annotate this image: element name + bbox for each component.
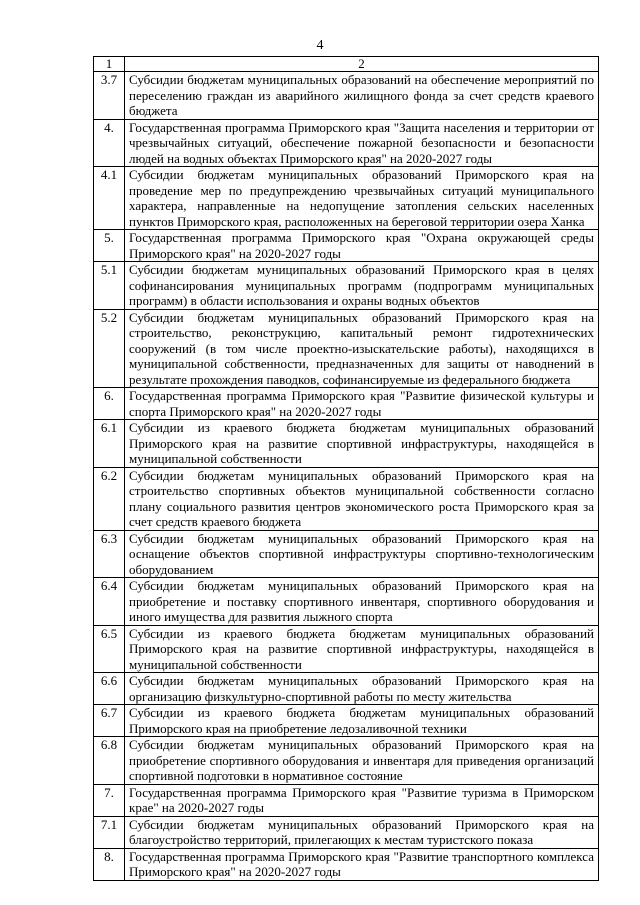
row-number: 6.8 (94, 737, 125, 785)
row-description: Субсидии бюджетам муниципальных образований на обеспечение мероприятий по переселению граждан из аварийного жилищного фонда за счет средств краевого бюджета (125, 72, 599, 120)
table-row (94, 467, 599, 530)
row-number: 4.1 (94, 167, 125, 230)
row-description: Государственная программа Приморского края "Развитие транспортного комплекса Приморского края" на 2020-2027 годы (125, 848, 599, 880)
row-description: Субсидии бюджетам муниципальных образований Приморского края на приобретение спортивного оборудования и инвентаря для приведения организаций спортивной подготовки в нормативное состояние (125, 737, 599, 785)
table-row (94, 625, 599, 673)
row-description: Субсидии из краевого бюджета бюджетам муниципальных образований Приморского края на развитие спортивной инфраструктуры, находящейся в муниципальной собственности (125, 625, 599, 673)
row-number: 6. (94, 388, 125, 420)
row-number: 6.1 (94, 420, 125, 468)
row-number: 4. (94, 119, 125, 167)
row-number: 6.5 (94, 625, 125, 673)
row-description: Субсидии бюджетам муниципальных образований Приморского края на благоустройство территорий, прилегающих к местам туристского показа (125, 816, 599, 848)
table-row (94, 420, 599, 468)
row-description: Субсидии бюджетам муниципальных образований Приморского края в целях софинансирования муниципальных программ (подпрограмм муниципальных программ) в области использования и охраны водных объектов (125, 262, 599, 310)
row-number: 7. (94, 784, 125, 816)
table-row (94, 262, 599, 310)
table-row (94, 119, 599, 167)
row-number: 6.2 (94, 467, 125, 530)
row-description: Субсидии бюджетам муниципальных образований Приморского края на проведение мер по предупреждению чрезвычайных ситуаций муниципального характера, направленные на недопущение затопления сельских населенных пунктов Приморского края, расположенных на береговой территории озера Ханка (125, 167, 599, 230)
row-description: Субсидии из краевого бюджета бюджетам муниципальных образований Приморского края на приобретение ледозаливочной техники (125, 705, 599, 737)
row-description: Государственная программа Приморского края "Развитие туризма в Приморском крае" на 2020-2027 годы (125, 784, 599, 816)
row-description: Субсидии бюджетам муниципальных образований Приморского края на оснащение объектов спортивной инфраструктуры спортивно-технологическим оборудованием (125, 530, 599, 578)
column-header-1: 1 (94, 57, 125, 72)
page-number: 4 (316, 38, 324, 53)
row-number: 5.1 (94, 262, 125, 310)
table-row (94, 737, 599, 785)
row-number: 6.3 (94, 530, 125, 578)
row-number: 6.7 (94, 705, 125, 737)
row-number: 6.6 (94, 673, 125, 705)
row-description: Субсидии бюджетам муниципальных образований Приморского края на строительство спортивных объектов муниципальной собственности согласно плану социального развития центров экономического роста Приморского края за счет средств краевого бюджета (125, 467, 599, 530)
row-description: Субсидии из краевого бюджета бюджетам муниципальных образований Приморского края на развитие спортивной инфраструктуры, находящейся в муниципальной собственности (125, 420, 599, 468)
row-description: Государственная программа Приморского края "Охрана окружающей среды Приморского края" на 2020-2027 годы (125, 230, 599, 262)
table-row (94, 816, 599, 848)
row-description: Государственная программа Приморского края "Защита населения и территории от чрезвычайных ситуаций, обеспечение пожарной безопасности и безопасности людей на водных объектах Приморского края" на 2020-2027 годы (125, 119, 599, 167)
table-row (94, 309, 599, 388)
row-number: 6.4 (94, 578, 125, 626)
table-row (94, 578, 599, 626)
table-row (94, 848, 599, 880)
table-header-row (94, 57, 599, 72)
row-description: Государственная программа Приморского края "Развитие физической культуры и спорта Приморского края" на 2020-2027 годы (125, 388, 599, 420)
table-row (94, 388, 599, 420)
row-number: 8. (94, 848, 125, 880)
row-description: Субсидии бюджетам муниципальных образований Приморского края на строительство, реконструкцию, капитальный ремонт гидротехнических сооружений (в том числе проектно-изыскательские работы), находящихся в муниципальной собственности, предназначенных для защиты от наводнений в результате прохождения паводков, софинансируемые из федерального бюджета (125, 309, 599, 388)
row-description: Субсидии бюджетам муниципальных образований Приморского края на организацию физкультурно-спортивной работы по месту жительства (125, 673, 599, 705)
row-description: Субсидии бюджетам муниципальных образований Приморского края на приобретение и поставку спортивного инвентаря, спортивного оборудования и иного имущества для развития лыжного спорта (125, 578, 599, 626)
row-number: 5.2 (94, 309, 125, 388)
row-number: 5. (94, 230, 125, 262)
table-row (94, 167, 599, 230)
table-row (94, 673, 599, 705)
subsidies-table (93, 56, 599, 881)
column-header-2: 2 (125, 57, 599, 72)
table-row (94, 530, 599, 578)
table-row (94, 705, 599, 737)
row-number: 3.7 (94, 72, 125, 120)
table-row (94, 230, 599, 262)
table-row (94, 72, 599, 120)
table-row (94, 784, 599, 816)
row-number: 7.1 (94, 816, 125, 848)
